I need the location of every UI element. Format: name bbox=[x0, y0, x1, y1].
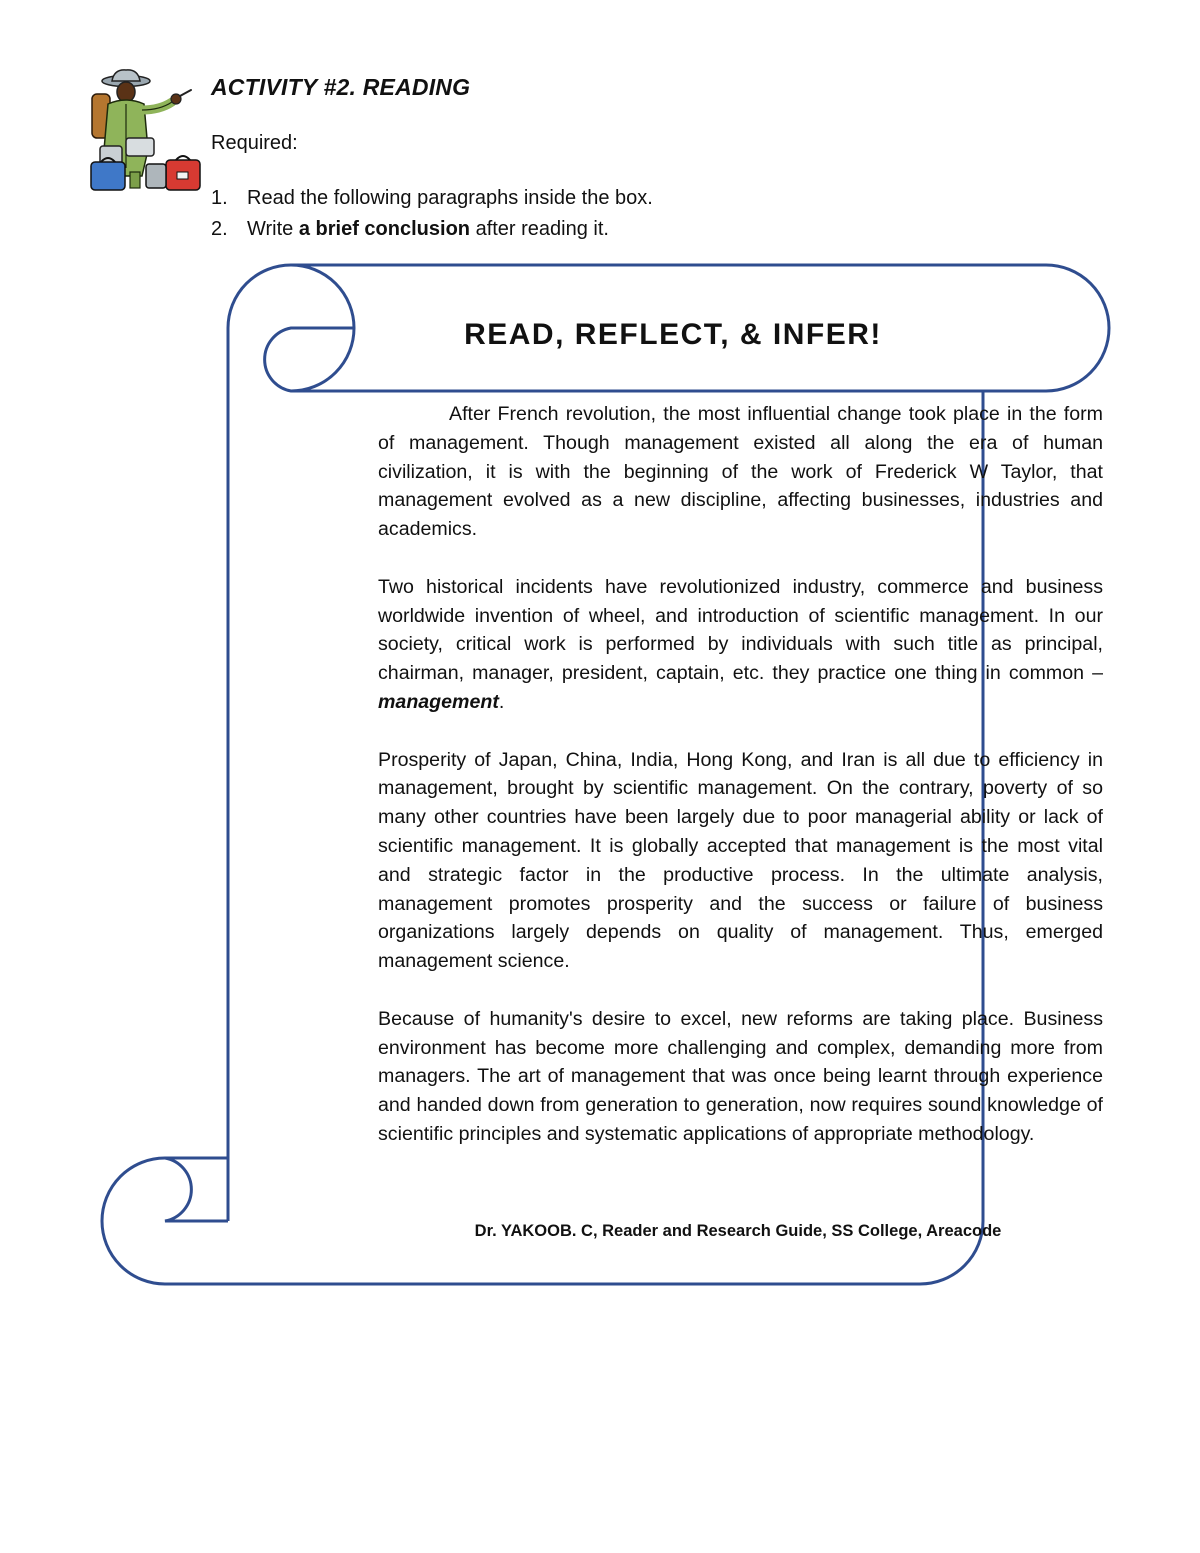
emphasis-punct: . bbox=[498, 690, 505, 713]
paragraph: Prosperity of Japan, China, India, Hong Kong, and Iran is all due to efficiency in management, brought by scientific management. On the contrary, poverty of so many other countries have been largely due to poor managerial ability or lack of scientific management. It is globally accepted that management is the most vital and strategic factor in the productive process. In the ultimate analysis, management promotes prosperity and the success or failure of business organizations largely depends on quality of management. Thus, emerged management science. bbox=[378, 748, 1103, 973]
activity-title: ACTIVITY #2. READING bbox=[211, 74, 471, 100]
scroll-title: READ, REFLECT, & INFER! bbox=[464, 318, 882, 351]
instruction-text-post: after reading it. bbox=[470, 218, 609, 240]
citation: Dr. YAKOOB. C, Reader and Research Guide, SS College, Areacode bbox=[474, 1222, 1002, 1240]
instruction-number: 2. bbox=[211, 218, 228, 240]
instruction-text-pre: Write bbox=[247, 218, 299, 240]
emphasis-word: management bbox=[378, 690, 499, 713]
paragraph: Because of humanity's desire to excel, new reforms are taking place. Business environment has become more challenging and complex, demanding more from managers. The art of management that was once being learnt through experience and handed down from generation to generation, now requires sound knowledge of scientific principles and systematic applications of appropriate methodology. bbox=[378, 1007, 1103, 1145]
instruction-text: Read the following paragraphs inside the box. bbox=[247, 187, 653, 209]
paragraph bbox=[378, 573, 1103, 717]
paragraph-text: Two historical incidents have revolutionized industry, commerce and business worldwide invention of wheel, and introduction of scientific management. In our society, critical work is performed by individuals with such title as principal, chairman, manager, president, captain, etc. they practice one thing in common – bbox=[378, 575, 1103, 685]
instruction-number: 1. bbox=[211, 187, 228, 209]
reading-passage bbox=[378, 400, 1103, 1178]
paragraph: After French revolution, the most influential change took place in the form of management. Though management existed all along the era of human civilization, it is with the beginning of the work of Frederick W Taylor, that management evolved as a new discipline, affecting businesses, industries and academics. bbox=[378, 403, 1103, 541]
required-label: Required: bbox=[211, 132, 298, 154]
instruction-emphasis: a brief conclusion bbox=[298, 218, 471, 240]
